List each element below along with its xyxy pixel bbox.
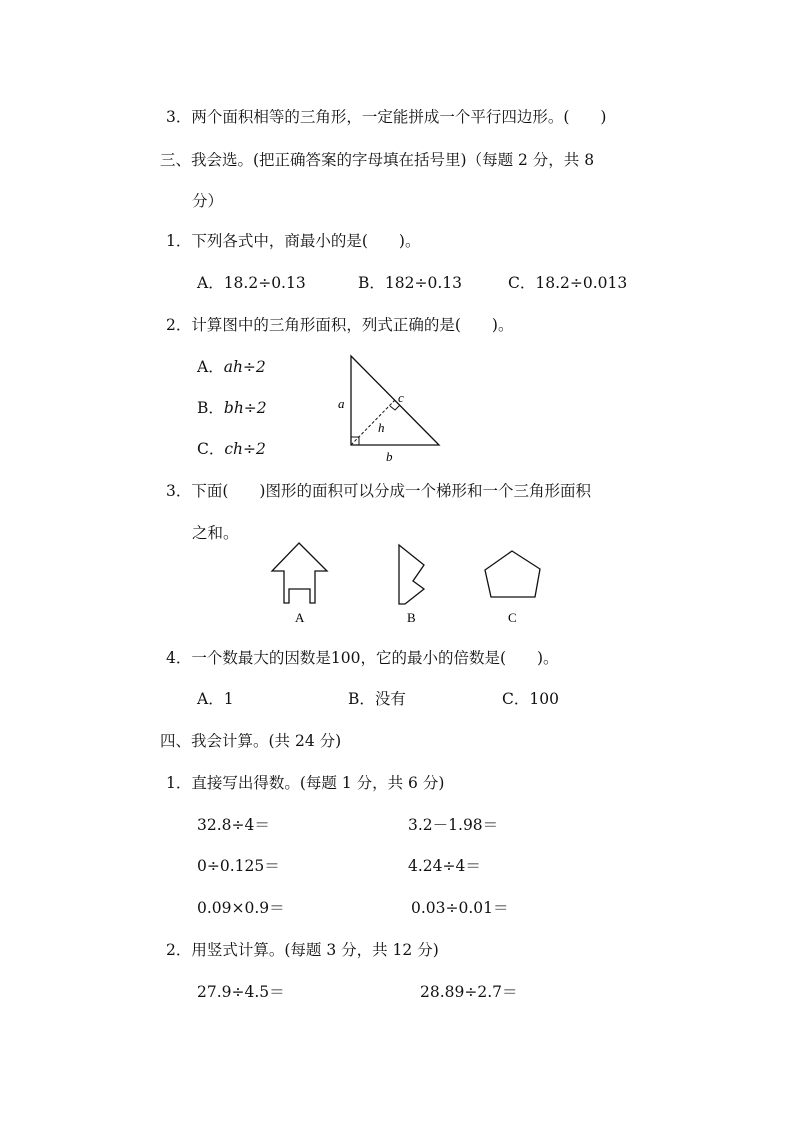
choice-q1-option-a: A．18.2÷0.13 [197,274,306,292]
arrow-shape [272,543,327,603]
calc-q1-stem: 1．直接写出得数。(每题 1 分，共 6 分) [166,774,445,792]
label-c: c [398,390,404,405]
calc-item: 0÷0.125＝ [197,857,280,875]
choice-q2-stem: 2．计算图中的三角形面积，列式正确的是( )。 [166,316,514,334]
choice-q2-option-c: C．ch÷2 [197,440,266,458]
vertical-calc-item: 28.89÷2.7＝ [420,983,518,1001]
vertical-calc-item: 27.9÷4.5＝ [197,983,285,1001]
section-3-title-cont: 分） [192,192,224,210]
choice-q4-option-a: A．1 [197,690,234,708]
bent-shape [399,545,424,604]
section-3-title: 三、我会选。(把正确答案的字母填在括号里)（每题 2 分，共 8 [160,151,595,169]
shape-options [260,538,550,628]
calc-item: 0.03÷0.01＝ [411,899,509,917]
choice-q3-stem: 3．下面( )图形的面积可以分成一个梯形和一个三角形面积 [166,482,591,500]
label-a: a [338,396,345,411]
calc-item: 3.2－1.98＝ [408,816,499,834]
shape-label-b: B [407,610,416,625]
choice-q3-stem-cont: 之和。 [192,524,239,542]
choice-q4-option-c: C．100 [502,690,559,708]
right-angle-mark-height [390,405,400,410]
calc-item: 0.09×0.9＝ [197,899,285,917]
label-b: b [386,449,393,464]
right-triangle-figure [330,350,450,465]
label-h: h [378,420,385,435]
calc-item: 32.8÷4＝ [197,816,270,834]
choice-q1-option-b: B．182÷0.13 [358,274,462,292]
section-4-title: 四、我会计算。(共 24 分) [160,732,342,750]
shape-label-a: A [295,610,305,625]
calc-item: 4.24÷4＝ [408,857,481,875]
height-line [351,400,395,445]
calc-q2-stem: 2．用竖式计算。(每题 3 分，共 12 分) [166,941,439,959]
choice-q2-option-a: A．ah÷2 [197,358,266,376]
choice-q1-option-c: C．18.2÷0.013 [508,274,628,292]
judgement-item-3: 3．两个面积相等的三角形，一定能拼成一个平行四边形。( ) [166,108,607,126]
choice-q2-option-b: B．bh÷2 [197,399,267,417]
choice-q4-option-b: B．没有 [348,690,406,708]
shape-label-c: C [508,610,517,625]
choice-q4-stem: 4．一个数最大的因数是100，它的最小的倍数是( )。 [166,649,559,667]
choice-q1-stem: 1．下列各式中，商最小的是( )。 [166,232,421,250]
pentagon-shape [485,551,540,597]
